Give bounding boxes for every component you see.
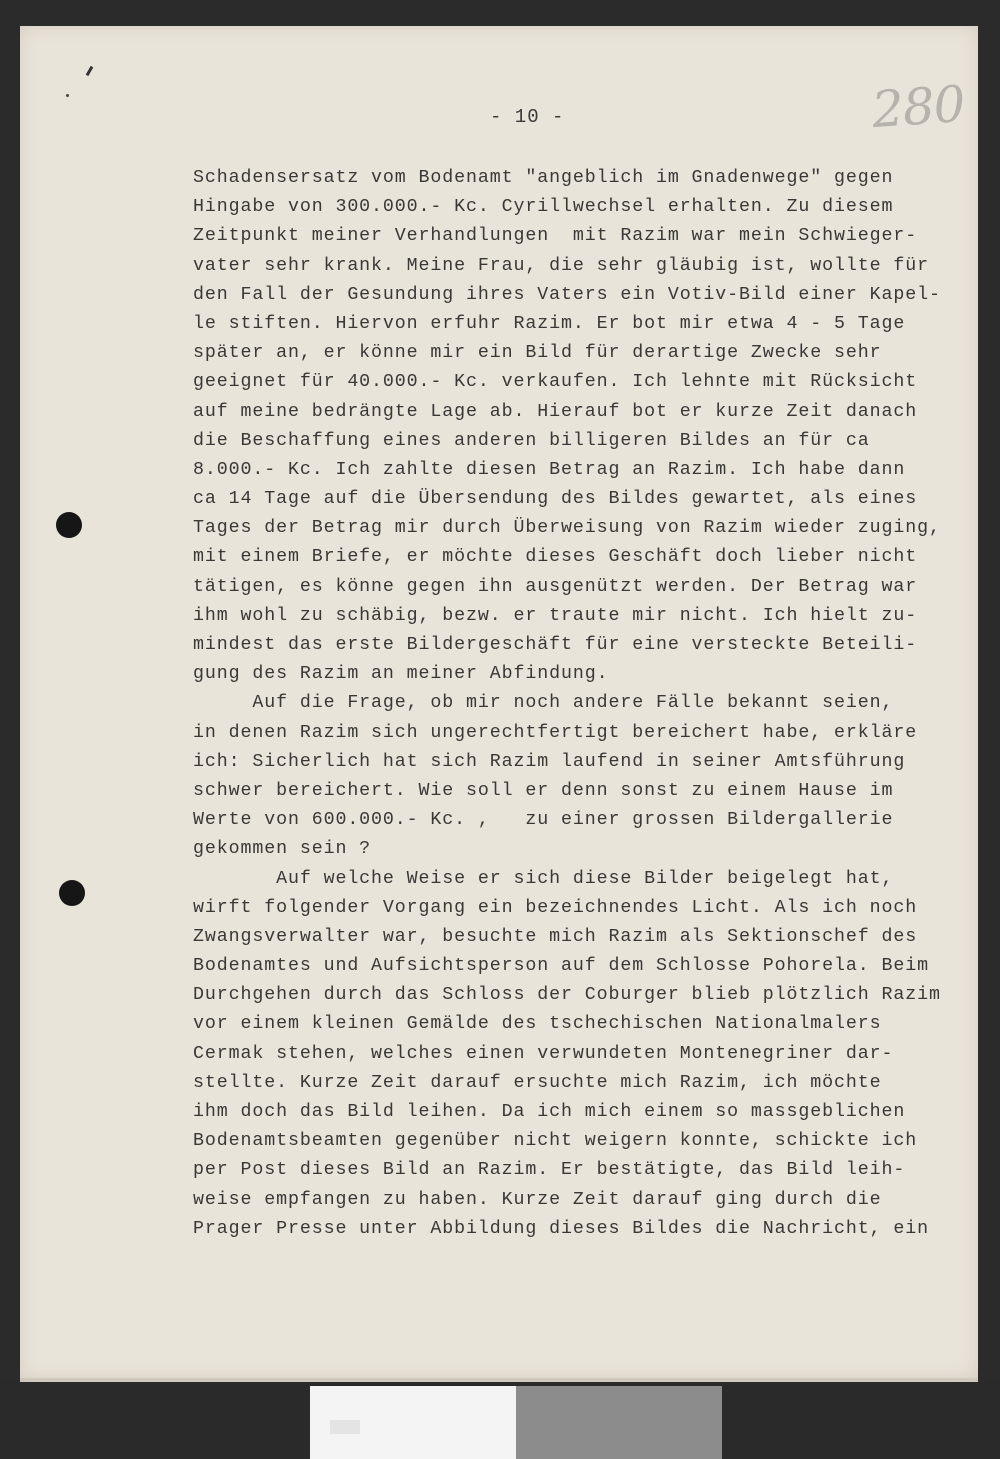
text-line: Zwangsverwalter war, besuchte mich Razim als Sektionschef des <box>193 926 918 947</box>
text-line: Hingabe von 300.000.- Kc. Cyrillwechsel erhalten. Zu diesem <box>193 197 894 218</box>
punch-hole-lower <box>59 880 85 906</box>
text-line: Werte von 600.000.- Kc. , zu einer grossen Bildergallerie <box>193 810 894 831</box>
text-line: schwer bereichert. Wie soll er denn sonst zu einem Hause im <box>193 780 894 801</box>
ink-dot <box>66 94 69 97</box>
text-line: mindest das erste Bildergeschäft für eine versteckte Beteili- <box>193 635 918 655</box>
typewritten-body-text <box>193 164 973 1244</box>
color-calibration-grey-patch <box>516 1386 722 1459</box>
text-line: vater sehr krank. Meine Frau, die sehr gläubig ist, wollte für <box>193 255 929 276</box>
text-line: Auf welche Weise er sich diese Bilder beigelegt hat, <box>193 868 894 889</box>
punch-hole-upper <box>56 512 82 538</box>
text-line: Cermak stehen, welches einen verwundeten Montenegriner dar- <box>193 1043 894 1064</box>
text-line: Tages der Betrag mir durch Überweisung von Razim wieder zuging, <box>193 518 941 539</box>
text-line: die Beschaffung eines anderen billigeren Bildes an für ca <box>193 430 870 451</box>
text-line: mit einem Briefe, er möchte dieses Geschäft doch lieber nicht <box>193 547 918 568</box>
text-line: le stiften. Hiervon erfuhr Razim. Er bot mir etwa 4 - 5 Tage <box>193 313 906 334</box>
text-line: 8.000.- Kc. Ich zahlte diesen Betrag an Razim. Ich habe dann <box>193 459 906 480</box>
text-line: den Fall der Gesundung ihres Vaters ein Votiv-Bild einer Kapel- <box>193 284 941 305</box>
text-line: gung des Razim an meiner Abfindung. <box>193 664 609 685</box>
text-line: Schadensersatz vom Bodenamt "angeblich im Gnadenwege" gegen <box>193 168 894 188</box>
text-line: stellte. Kurze Zeit darauf ersuchte mich Razim, ich möchte <box>193 1072 882 1093</box>
text-line: ca 14 Tage auf die Übersendung des Bildes gewartet, als eines <box>193 489 918 510</box>
text-line: in denen Razim sich ungerechtfertigt bereichert habe, erkläre <box>193 722 918 743</box>
handwritten-folio-number: 280 <box>870 74 967 140</box>
text-line: tätigen, es könne gegen ihn ausgenützt werden. Der Betrag war <box>193 576 918 597</box>
page-number: - 10 - <box>490 106 565 128</box>
text-line: wirft folgender Vorgang ein bezeichnendes Licht. Als ich noch <box>193 897 918 918</box>
calibration-patch-reflection <box>330 1420 360 1434</box>
text-line: ich: Sicherlich hat sich Razim laufend in seiner Amtsführung <box>193 751 906 772</box>
text-line: Zeitpunkt meiner Verhandlungen mit Razim war mein Schwieger- <box>193 226 918 247</box>
text-line: per Post dieses Bild an Razim. Er bestätigte, das Bild leih- <box>193 1160 906 1181</box>
text-line: geeignet für 40.000.- Kc. verkaufen. Ich lehnte mit Rücksicht <box>193 372 918 393</box>
text-line: gekommen sein ? <box>193 839 372 860</box>
text-line: ihm wohl zu schäbig, bezw. er traute mir nicht. Ich hielt zu- <box>193 605 918 626</box>
text-line: Prager Presse unter Abbildung dieses Bildes die Nachricht, ein <box>193 1218 929 1239</box>
text-line: ihm doch das Bild leihen. Da ich mich einem so massgeblichen <box>193 1102 906 1122</box>
text-line: Durchgehen durch das Schloss der Coburger blieb plötzlich Razim <box>193 985 941 1006</box>
text-line: Bodenamtes und Aufsichtsperson auf dem Schlosse Pohorela. Beim <box>193 956 929 977</box>
text-line: später an, er könne mir ein Bild für derartige Zwecke sehr <box>193 343 882 364</box>
text-line: Bodenamtsbeamten gegenüber nicht weigern konnte, schickte ich <box>193 1131 918 1152</box>
text-line: weise empfangen zu haben. Kurze Zeit darauf ging durch die <box>193 1189 882 1210</box>
text-line: Auf die Frage, ob mir noch andere Fälle bekannt seien, <box>193 693 894 714</box>
text-line: auf meine bedrängte Lage ab. Hierauf bot er kurze Zeit danach <box>193 401 918 422</box>
text-line: vor einem kleinen Gemälde des tschechischen Nationalmalers <box>193 1014 882 1035</box>
